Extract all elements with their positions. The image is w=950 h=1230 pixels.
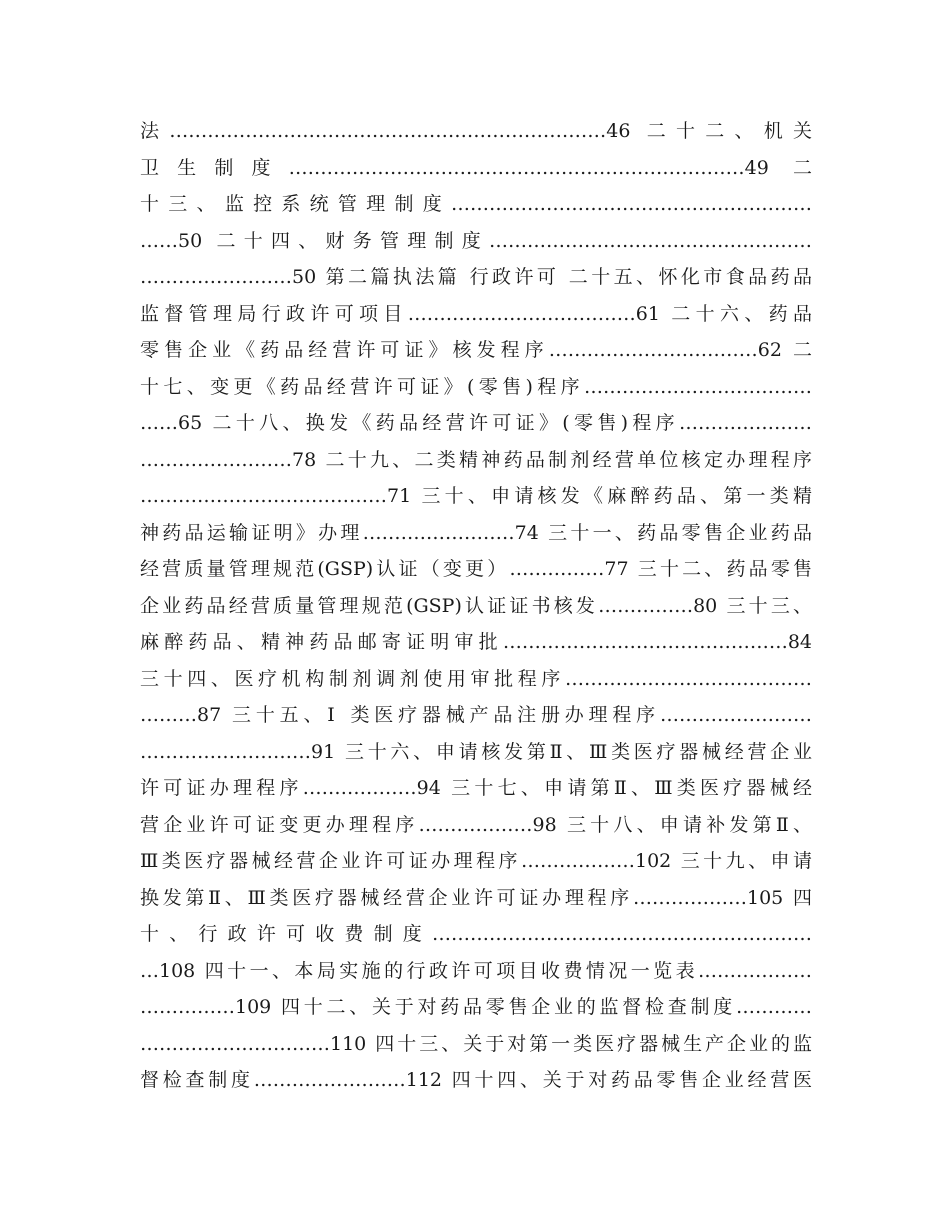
toc-line: …108 四十一、本局实施的行政许可项目收费情况一览表……………… bbox=[140, 959, 812, 982]
toc-line: 监督管理局行政许可项目………………………………61 二十六、药品 bbox=[140, 302, 812, 325]
toc-line: 麻醉药品、精神药品邮寄证明审批………………………………………84 bbox=[140, 631, 812, 653]
toc-line: 十七、变更《药品经营许可证》(零售)程序……………………………… bbox=[140, 375, 812, 398]
toc-line: ……………………78 二十九、二类精神药品制剂经营单位核定办理程序 bbox=[140, 448, 812, 471]
toc-line: 神药品运输证明》办理……………………74 三十一、药品零售企业药品 bbox=[140, 521, 812, 544]
toc-line: ……50 二十四、财务管理制度…………………………………………… bbox=[140, 229, 812, 252]
toc-line: 零售企业《药品经营许可证》核发程序……………………………62 二 bbox=[140, 339, 812, 361]
toc-text-block bbox=[140, 113, 812, 1099]
toc-line: …………………………………71 三十、申请核发《麻醉药品、第一类精 bbox=[140, 485, 812, 507]
toc-line: 三十四、医疗机构制剂调剂使用审批程序………………………………… bbox=[140, 667, 812, 690]
toc-line: ……………109 四十二、关于对药品零售企业的监督检查制度………… bbox=[140, 996, 812, 1018]
toc-line: 企业药品经营质量管理规范(GSP)认证证书核发……………80 三十三、 bbox=[140, 594, 812, 617]
toc-line: 十、行政许可收费制度…………………………………………………… bbox=[140, 923, 812, 945]
toc-line: 督检查制度……………………112 四十四、关于对药品零售企业经营医 bbox=[140, 1069, 812, 1091]
toc-line: 营企业许可证变更办理程序………………98 三十八、申请补发第Ⅱ、 bbox=[140, 813, 812, 836]
toc-line: 法……………………………………………………………46 二十二、机关 bbox=[140, 120, 812, 142]
toc-line: Ⅲ类医疗器械经营企业许可证办理程序………………102 三十九、申请 bbox=[140, 850, 812, 872]
toc-line: 换发第Ⅱ、Ⅲ类医疗器械经营企业许可证办理程序………………105 四 bbox=[140, 886, 812, 909]
toc-line: ……………………50 第二篇执法篇 行政许可 二十五、怀化市食品药品 bbox=[140, 266, 812, 288]
toc-line: ………87 三十五、Ⅰ 类医疗器械产品注册办理程序…………………… bbox=[140, 704, 812, 726]
toc-line: …………………………110 四十三、关于对第一类医疗器械生产企业的监 bbox=[140, 1032, 812, 1055]
toc-line: 经营质量管理规范(GSP)认证（变更）……………77 三十二、药品零售 bbox=[140, 558, 812, 580]
toc-line: 十三、监控系统管理制度………………………………………………… bbox=[140, 193, 812, 215]
toc-line: 卫生制度………………………………………………………………49 二 bbox=[140, 156, 812, 179]
toc-line: 许可证办理程序………………94 三十七、申请第Ⅱ、Ⅲ类医疗器械经 bbox=[140, 777, 812, 799]
toc-line: ………………………91 三十六、申请核发第Ⅱ、Ⅲ类医疗器械经营企业 bbox=[140, 740, 812, 763]
toc-line: ……65 二十八、换发《药品经营许可证》(零售)程序………………… bbox=[140, 412, 812, 434]
